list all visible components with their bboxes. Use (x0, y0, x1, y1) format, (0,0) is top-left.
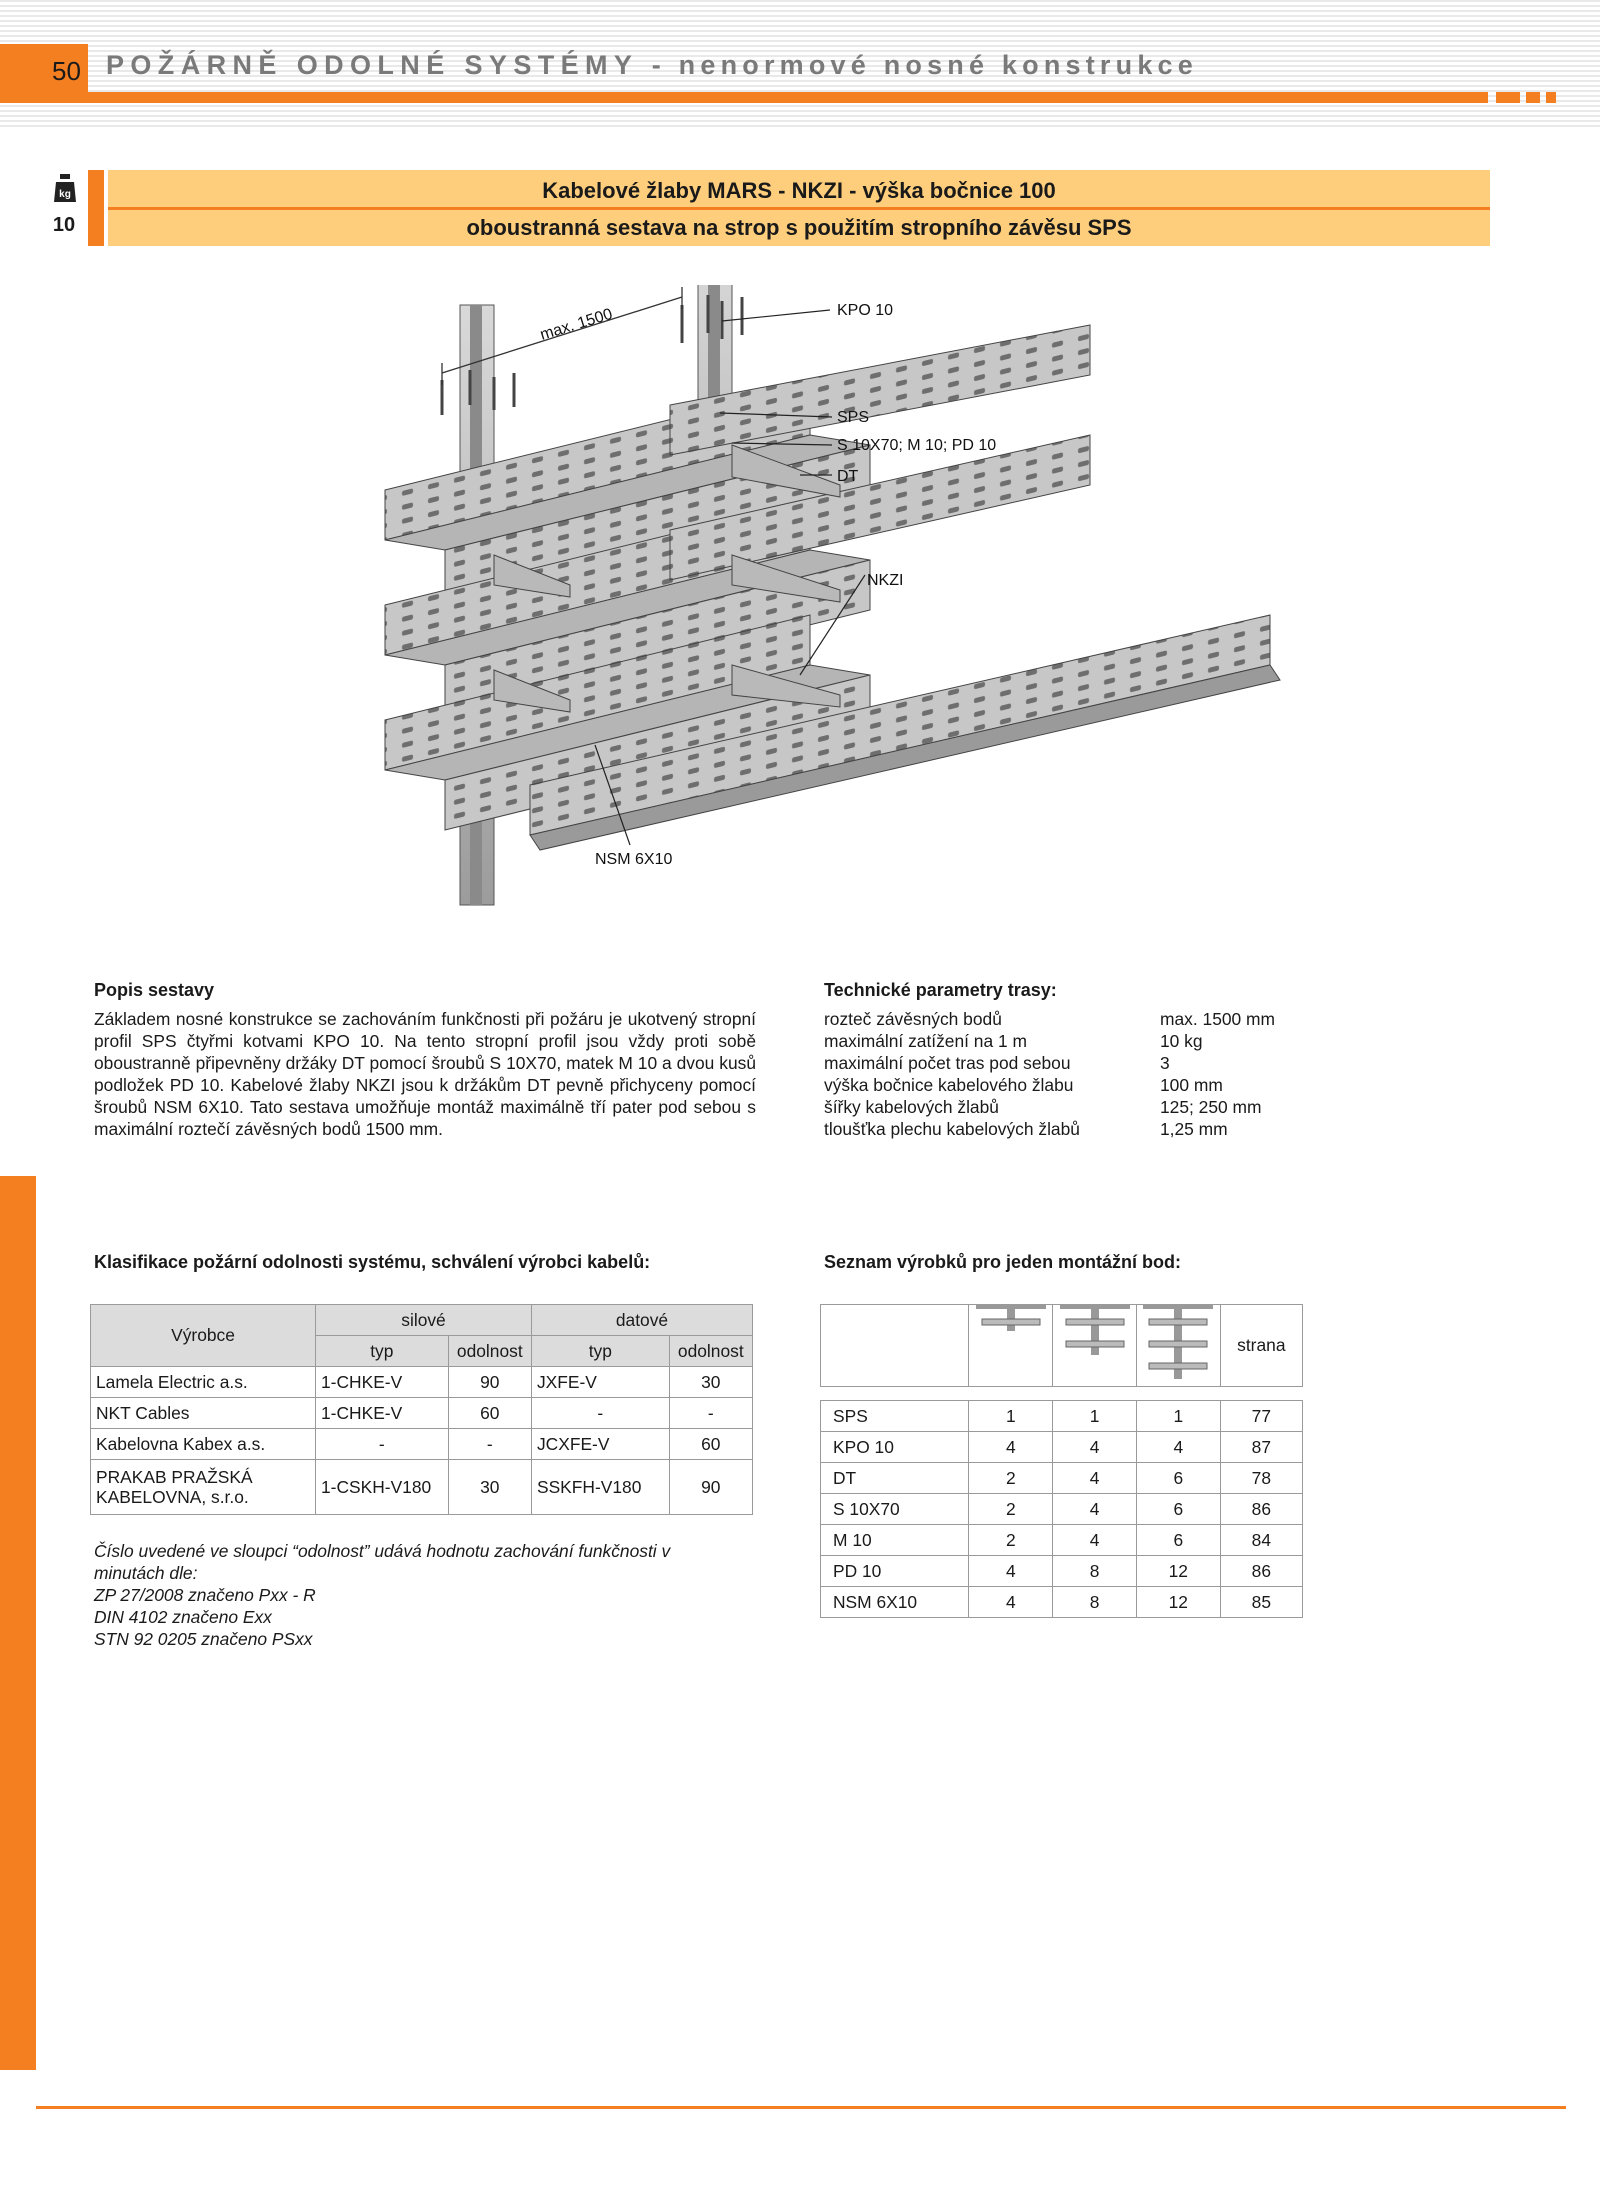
cell-power-type: 1-CHKE-V (316, 1367, 449, 1398)
cell-power-res: 90 (448, 1367, 531, 1398)
footer-rule (36, 2106, 1566, 2109)
cell-qty: 2 (969, 1494, 1053, 1525)
cell-qty: 4 (1053, 1494, 1137, 1525)
cell-product: DT (821, 1463, 969, 1494)
cell-power-type: 1-CHKE-V (316, 1398, 449, 1429)
section-subtitle: oboustranná sestava na strop s použitím stropního závěsu SPS (466, 215, 1132, 240)
col-type: typ (316, 1336, 449, 1367)
param-label: rozteč závěsných bodů (824, 1009, 1002, 1029)
param-value: 125; 250 mm (1160, 1097, 1262, 1117)
table-row (821, 1525, 1303, 1556)
table-row (821, 1556, 1303, 1587)
cell-qty: 6 (1136, 1463, 1220, 1494)
label-screws: S 10X70; M 10; PD 10 (837, 437, 997, 454)
cell-page: 86 (1220, 1494, 1302, 1525)
param-label: šířky kabelových žlabů (824, 1097, 999, 1117)
cell-qty: 8 (1053, 1587, 1137, 1618)
cell-data-res: - (669, 1398, 752, 1429)
section-number: 10 (52, 214, 76, 236)
note-line: DIN 4102 značeno Exx (94, 1607, 272, 1627)
description-heading: Popis sestavy (94, 980, 215, 1000)
param-row (824, 1074, 1360, 1096)
one-tier-bracket-icon (969, 1305, 1053, 1387)
param-row (824, 1030, 1360, 1052)
cell-qty: 2 (969, 1525, 1053, 1556)
running-header (106, 50, 1198, 81)
running-header-subtitle: - nenormové nosné konstrukce (651, 50, 1198, 80)
col-manufacturer: Výrobce (91, 1305, 316, 1367)
param-value: 1,25 mm (1160, 1119, 1228, 1139)
label-sps: SPS (837, 409, 870, 426)
param-label: výška bočnice kabelového žlabu (824, 1075, 1074, 1095)
running-header-title: POŽÁRNĚ ODOLNÉ SYSTÉMY (106, 50, 638, 80)
header-square (1496, 92, 1520, 103)
param-value: 10 kg (1160, 1031, 1203, 1051)
label-dt: DT (837, 468, 859, 485)
param-value: 100 mm (1160, 1075, 1223, 1095)
kg-weight-icon (54, 174, 76, 202)
param-label: maximální počet tras pod sebou (824, 1053, 1071, 1073)
cell-qty: 4 (1053, 1525, 1137, 1556)
cell-qty: 4 (969, 1556, 1053, 1587)
table-row (821, 1401, 1303, 1432)
param-value: 3 (1160, 1053, 1170, 1073)
cell-data-type: JCXFE-V (531, 1429, 669, 1460)
cell-product: PD 10 (821, 1556, 969, 1587)
param-row (824, 1052, 1360, 1074)
label-nkzi: NKZI (867, 572, 904, 589)
header-rule (0, 92, 1488, 103)
col-resistance: odolnost (448, 1336, 531, 1367)
cell-page: 85 (1220, 1587, 1302, 1618)
table-row (91, 1429, 753, 1460)
cell-qty: 8 (1053, 1556, 1137, 1587)
cell-product: S 10X70 (821, 1494, 969, 1525)
label-kpo: KPO 10 (837, 302, 894, 319)
group-power: silové (316, 1305, 532, 1336)
cell-qty: 6 (1136, 1494, 1220, 1525)
classification-heading: Klasifikace požární odolnosti systému, schválení výrobci kabelů: (94, 1252, 651, 1272)
param-value: max. 1500 mm (1160, 1009, 1276, 1029)
note-line: STN 92 0205 značeno PSxx (94, 1629, 313, 1649)
cell-qty: 4 (969, 1587, 1053, 1618)
note-line: minutách dle: (94, 1563, 198, 1583)
param-row (824, 1008, 1360, 1030)
cell-page: 84 (1220, 1525, 1302, 1556)
cell-product: KPO 10 (821, 1432, 969, 1463)
description-text: Základem nosné konstrukce se zachováním funkčnosti při požáru je ukotvený stropní profil SPS čtyřmi kotvami KPO 10. Na tento stropní profil jsou vždy proti sobě oboustranně připevněny držáky DT pomocí šroubů S 10X70, matek M 10 a dvou kusů podložek PD 10. Kabelové žlaby NKZI jsou k držákům DT pevně přichyceny pomocí šroubů NSM 6X10. Tato sestava umožňuje montáž maximálně tří pater pod sebou s maximální roztečí závěsných bodů 1500 mm. (94, 1009, 756, 1139)
cell-qty: 12 (1136, 1587, 1220, 1618)
cell-page: 87 (1220, 1432, 1302, 1463)
cell-data-res: 90 (669, 1460, 752, 1515)
dimension-label: max. 1500 (538, 305, 615, 344)
classification-note (94, 1540, 734, 1650)
cell-power-type: 1-CSKH-V180 (316, 1460, 449, 1515)
cable-tray-right-1 (670, 325, 1090, 455)
section-marker (88, 170, 104, 246)
cell-product: NSM 6X10 (821, 1587, 969, 1618)
side-accent-bar (0, 1176, 36, 2070)
section-band-divider (108, 207, 1490, 210)
cell-maker: Kabelovna Kabex a.s. (91, 1429, 316, 1460)
col-type: typ (531, 1336, 669, 1367)
assembly-illustration (370, 285, 1370, 925)
table-row (821, 1494, 1303, 1525)
maker-line: PRAKAB PRAŽSKÁ (96, 1467, 253, 1487)
cell-data-type: JXFE-V (531, 1367, 669, 1398)
cell-qty: 4 (969, 1432, 1053, 1463)
cell-page: 86 (1220, 1556, 1302, 1587)
two-tier-bracket-icon (1053, 1305, 1137, 1387)
products-table (820, 1304, 1303, 1618)
cell-qty: 2 (969, 1463, 1053, 1494)
section-title-band (108, 170, 1490, 246)
cell-power-res: - (448, 1429, 531, 1460)
three-tier-bracket-icon (1136, 1305, 1220, 1387)
table-row (821, 1432, 1303, 1463)
cell-qty: 4 (1053, 1463, 1137, 1494)
params-list (824, 1008, 1360, 1140)
label-nsm: NSM 6X10 (595, 851, 673, 868)
note-line: Číslo uvedené ve sloupci “odolnost” udává hodnotu zachování funkčnosti v (94, 1541, 671, 1561)
col-page: strana (1220, 1305, 1302, 1387)
cell-maker (91, 1460, 316, 1515)
param-row (824, 1118, 1360, 1140)
param-label: maximální zatížení na 1 m (824, 1031, 1027, 1051)
cell-qty: 1 (1136, 1401, 1220, 1432)
cell-maker: Lamela Electric a.s. (91, 1367, 316, 1398)
cell-qty: 12 (1136, 1556, 1220, 1587)
header-square (1546, 92, 1556, 103)
cell-product: SPS (821, 1401, 969, 1432)
cell-data-type: SSKFH-V180 (531, 1460, 669, 1515)
cell-maker: NKT Cables (91, 1398, 316, 1429)
param-label: tloušťka plechu kabelových žlabů (824, 1119, 1080, 1139)
cell-page: 78 (1220, 1463, 1302, 1494)
cell-data-type: - (531, 1398, 669, 1429)
group-data: datové (531, 1305, 752, 1336)
col-resistance: odolnost (669, 1336, 752, 1367)
param-row (824, 1096, 1360, 1118)
params-heading: Technické parametry trasy: (824, 980, 1057, 1000)
products-heading: Seznam výrobků pro jeden montážní bod: (824, 1252, 1182, 1272)
table-row (91, 1460, 753, 1515)
spacer-row (821, 1387, 1303, 1401)
note-line: ZP 27/2008 značeno Pxx - R (94, 1585, 316, 1605)
cell-qty: 4 (1053, 1432, 1137, 1463)
cell-qty: 1 (969, 1401, 1053, 1432)
table-row (91, 1367, 753, 1398)
cell-power-res: 60 (448, 1398, 531, 1429)
page-number: 50 (0, 44, 88, 102)
cell-qty: 6 (1136, 1525, 1220, 1556)
products-corner-cell (821, 1305, 969, 1387)
table-row (91, 1398, 753, 1429)
cell-page: 77 (1220, 1401, 1302, 1432)
cell-qty: 1 (1053, 1401, 1137, 1432)
cell-power-res: 30 (448, 1460, 531, 1515)
section-title: Kabelové žlaby MARS - NKZI - výška bočnice 100 (542, 178, 1056, 203)
cell-data-res: 60 (669, 1429, 752, 1460)
table-row (821, 1463, 1303, 1494)
maker-line: KABELOVNA, s.r.o. (96, 1487, 249, 1507)
table-row (821, 1587, 1303, 1618)
header-square (1526, 92, 1540, 103)
cell-data-res: 30 (669, 1367, 752, 1398)
classification-table (90, 1304, 753, 1515)
cell-power-type: - (316, 1429, 449, 1460)
cell-product: M 10 (821, 1525, 969, 1556)
cell-qty: 4 (1136, 1432, 1220, 1463)
svg-text:kg: kg (59, 189, 71, 200)
